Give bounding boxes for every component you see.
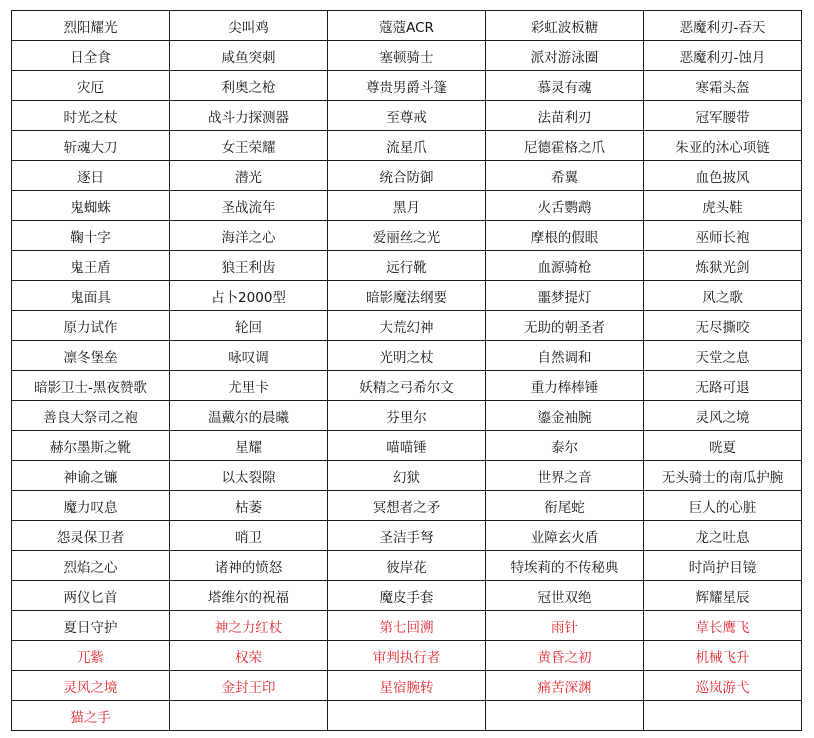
table-cell: 海洋之心 — [170, 221, 328, 251]
table-cell: 爱丽丝之光 — [328, 221, 486, 251]
table-row — [12, 11, 802, 41]
table-cell: 时光之杖 — [12, 101, 170, 131]
table-cell: 芬里尔 — [328, 401, 486, 431]
table-cell: 恶魔利刃-吞天 — [644, 11, 802, 41]
table-row — [12, 461, 802, 491]
table-cell: 塔维尔的祝福 — [170, 581, 328, 611]
table-cell: 利奥之枪 — [170, 71, 328, 101]
table-cell: 以太裂隙 — [170, 461, 328, 491]
table-cell: 轮回 — [170, 311, 328, 341]
table-cell: 哨卫 — [170, 521, 328, 551]
table-cell: 咣夏 — [644, 431, 802, 461]
table-cell: 幻狱 — [328, 461, 486, 491]
table-cell: 鞠十字 — [12, 221, 170, 251]
table-cell: 血源骑枪 — [486, 251, 644, 281]
table-cell: 星宿腕转 — [328, 671, 486, 701]
table-cell: 权荣 — [170, 641, 328, 671]
table-cell: 神之力红杖 — [170, 611, 328, 641]
table-cell: 痛苦深渊 — [486, 671, 644, 701]
table-cell: 黄昏之初 — [486, 641, 644, 671]
table-cell: 兀紫 — [12, 641, 170, 671]
table-row — [12, 611, 802, 641]
item-table-body — [12, 11, 802, 731]
table-cell: 灵风之境 — [12, 671, 170, 701]
table-cell: 辉耀星辰 — [644, 581, 802, 611]
table-row — [12, 371, 802, 401]
table-cell: 至尊戒 — [328, 101, 486, 131]
table-cell: 彩虹波板糖 — [486, 11, 644, 41]
table-cell: 尊贵男爵斗篷 — [328, 71, 486, 101]
table-cell: 炼狱光剑 — [644, 251, 802, 281]
table-row — [12, 41, 802, 71]
table-cell: 日全食 — [12, 41, 170, 71]
table-cell — [644, 701, 802, 731]
table-cell: 衔尾蛇 — [486, 491, 644, 521]
table-cell: 塞顿骑士 — [328, 41, 486, 71]
table-row — [12, 521, 802, 551]
table-cell: 灾厄 — [12, 71, 170, 101]
table-cell: 猫之手 — [12, 701, 170, 731]
table-cell: 无尽撕咬 — [644, 311, 802, 341]
table-cell: 冠军腰带 — [644, 101, 802, 131]
table-cell: 巨人的心脏 — [644, 491, 802, 521]
table-cell: 龙之吐息 — [644, 521, 802, 551]
table-cell: 自然调和 — [486, 341, 644, 371]
table-cell: 妖精之弓希尔文 — [328, 371, 486, 401]
table-cell: 金封王印 — [170, 671, 328, 701]
table-cell: 魔力叹息 — [12, 491, 170, 521]
table-cell: 无助的朝圣者 — [486, 311, 644, 341]
table-cell: 黑月 — [328, 191, 486, 221]
table-cell: 冥想者之矛 — [328, 491, 486, 521]
table-cell: 喵喵锤 — [328, 431, 486, 461]
table-cell: 业障玄火盾 — [486, 521, 644, 551]
table-cell: 咏叹调 — [170, 341, 328, 371]
table-cell: 女王荣耀 — [170, 131, 328, 161]
table-cell: 彼岸花 — [328, 551, 486, 581]
table-cell: 两仪匕首 — [12, 581, 170, 611]
table-cell: 逐日 — [12, 161, 170, 191]
table-cell — [170, 701, 328, 731]
table-cell: 巫师长袍 — [644, 221, 802, 251]
table-cell: 蔻蔻ACR — [328, 11, 486, 41]
table-cell: 流星爪 — [328, 131, 486, 161]
table-row — [12, 431, 802, 461]
table-cell: 烈阳耀光 — [12, 11, 170, 41]
table-cell: 第七回溯 — [328, 611, 486, 641]
table-cell: 暗影卫士-黑夜赞歌 — [12, 371, 170, 401]
table-row — [12, 311, 802, 341]
table-row — [12, 701, 802, 731]
table-cell: 光明之杖 — [328, 341, 486, 371]
table-cell: 远行靴 — [328, 251, 486, 281]
table-cell — [486, 701, 644, 731]
table-cell: 虎头鞋 — [644, 191, 802, 221]
table-cell: 潜光 — [170, 161, 328, 191]
table-cell: 草长鹰飞 — [644, 611, 802, 641]
table-row — [12, 251, 802, 281]
table-cell: 巡岚游弋 — [644, 671, 802, 701]
table-cell: 无路可退 — [644, 371, 802, 401]
table-cell: 原力试作 — [12, 311, 170, 341]
table-cell: 怨灵保卫者 — [12, 521, 170, 551]
table-cell — [328, 701, 486, 731]
table-cell: 重力棒棒锤 — [486, 371, 644, 401]
table-cell: 朱亚的沐心项链 — [644, 131, 802, 161]
table-row — [12, 641, 802, 671]
table-cell: 战斗力探测器 — [170, 101, 328, 131]
table-cell: 善良大祭司之袍 — [12, 401, 170, 431]
table-cell: 诸神的愤怒 — [170, 551, 328, 581]
table-cell: 温戴尔的晨曦 — [170, 401, 328, 431]
table-cell: 尼德霍格之爪 — [486, 131, 644, 161]
table-cell: 灵风之境 — [644, 401, 802, 431]
table-cell: 神谕之镰 — [12, 461, 170, 491]
table-cell: 烈焰之心 — [12, 551, 170, 581]
table-cell: 天堂之息 — [644, 341, 802, 371]
table-row — [12, 551, 802, 581]
table-cell: 时尚护目镜 — [644, 551, 802, 581]
table-cell: 冠世双绝 — [486, 581, 644, 611]
table-cell: 凛冬堡垒 — [12, 341, 170, 371]
table-cell: 统合防御 — [328, 161, 486, 191]
table-cell: 风之歌 — [644, 281, 802, 311]
table-cell: 鬼蜘蛛 — [12, 191, 170, 221]
table-cell: 尤里卡 — [170, 371, 328, 401]
table-cell: 魔皮手套 — [328, 581, 486, 611]
table-cell: 枯萎 — [170, 491, 328, 521]
table-cell: 慕灵有魂 — [486, 71, 644, 101]
table-cell: 斩魂大刀 — [12, 131, 170, 161]
table-cell: 机械飞升 — [644, 641, 802, 671]
table-cell: 鬼面具 — [12, 281, 170, 311]
table-row — [12, 581, 802, 611]
table-cell: 圣战流年 — [170, 191, 328, 221]
table-cell: 世界之音 — [486, 461, 644, 491]
table-cell: 鬼王盾 — [12, 251, 170, 281]
table-cell: 泰尔 — [486, 431, 644, 461]
table-cell: 火舌鹦鹉 — [486, 191, 644, 221]
table-cell: 大荒幻神 — [328, 311, 486, 341]
table-cell: 狼王利齿 — [170, 251, 328, 281]
table-row — [12, 491, 802, 521]
table-cell: 圣洁手弩 — [328, 521, 486, 551]
table-cell: 鎏金袖腕 — [486, 401, 644, 431]
table-cell: 咸鱼突刺 — [170, 41, 328, 71]
table-row — [12, 401, 802, 431]
table-row — [12, 131, 802, 161]
table-cell: 派对游泳圈 — [486, 41, 644, 71]
table-row — [12, 101, 802, 131]
table-row — [12, 671, 802, 701]
table-row — [12, 221, 802, 251]
table-row — [12, 161, 802, 191]
table-cell: 夏日守护 — [12, 611, 170, 641]
table-cell: 审判执行者 — [328, 641, 486, 671]
table-cell: 希翼 — [486, 161, 644, 191]
table-cell: 星耀 — [170, 431, 328, 461]
table-cell: 血色披风 — [644, 161, 802, 191]
table-cell: 暗影魔法纲要 — [328, 281, 486, 311]
table-cell: 寒霜头盔 — [644, 71, 802, 101]
table-cell: 尖叫鸡 — [170, 11, 328, 41]
table-cell: 雨针 — [486, 611, 644, 641]
table-cell: 赫尔墨斯之靴 — [12, 431, 170, 461]
table-row — [12, 281, 802, 311]
table-row — [12, 71, 802, 101]
table-cell: 恶魔利刃-蚀月 — [644, 41, 802, 71]
table-cell: 噩梦提灯 — [486, 281, 644, 311]
table-cell: 特埃莉的不传秘典 — [486, 551, 644, 581]
table-cell: 占卜2000型 — [170, 281, 328, 311]
table-cell: 无头骑士的南瓜护腕 — [644, 461, 802, 491]
item-table — [11, 10, 802, 731]
table-row — [12, 191, 802, 221]
table-cell: 摩根的假眼 — [486, 221, 644, 251]
table-row — [12, 341, 802, 371]
table-cell: 法苗利刃 — [486, 101, 644, 131]
